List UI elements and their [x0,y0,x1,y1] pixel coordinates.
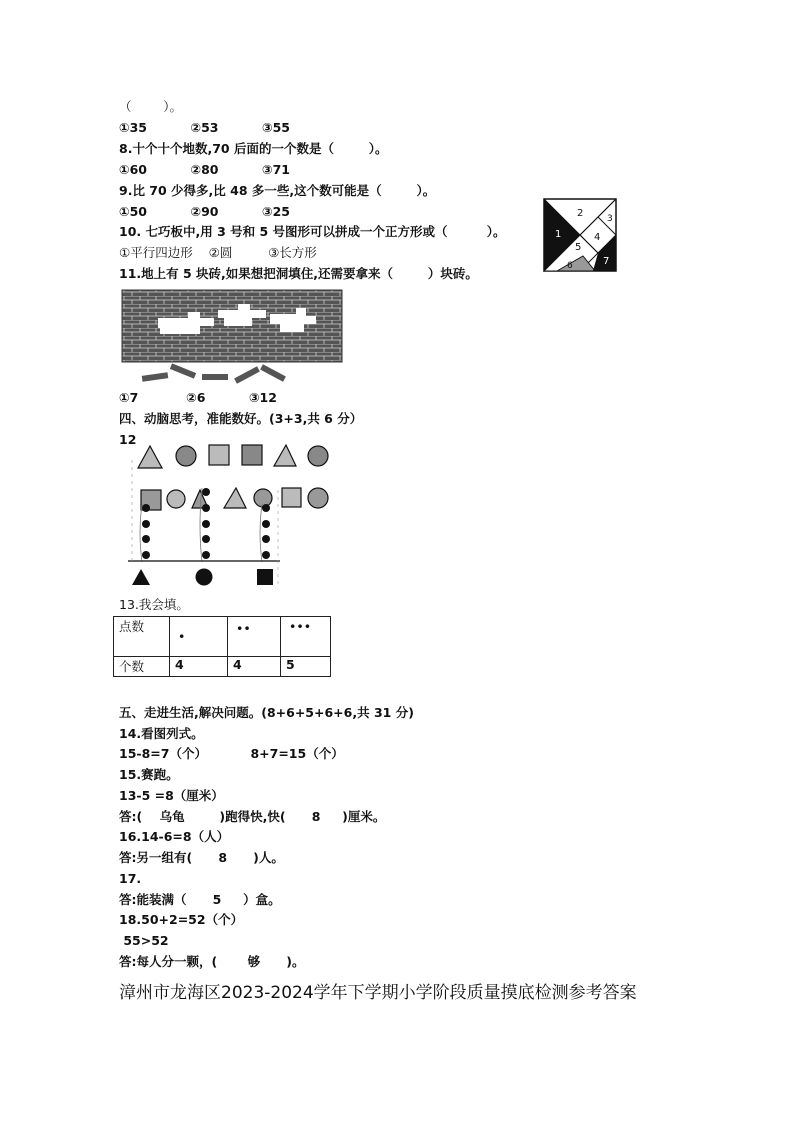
question-9: 9.比 70 少得多,比 48 多一些,这个数可能是（ ）。 [119,183,436,198]
question-10: 10. 七巧板中,用 3 号和 5 号图形可以拼成一个正方形或（ ）。 [119,224,506,239]
q14-answer: 15-8=7（个） 8+7=15（个） [119,746,344,761]
dot-cell-2: •• [228,617,281,657]
table-header-count: 个数 [114,657,170,677]
tangram-label-7: 7 [603,256,610,267]
question-12: 12 [119,432,137,447]
dot-cell-3: ••• [281,617,331,657]
q17-answer: 答:能装满（ 5 ）盒。 [119,892,281,907]
tangram-label-5: 5 [575,242,582,253]
question-8: 8.十个十个地数,70 后面的一个数是（ ）。 [119,141,388,156]
q15-answer: 答:( 乌龟 )跑得快,快( 8 )厘米。 [119,809,386,824]
tangram-figure [543,198,617,272]
tangram-label-1: 1 [555,229,562,240]
question-15: 15.赛跑。 [119,767,179,782]
shape-sorting-figure [124,440,334,590]
q15-equation: 13-5 =8（厘米） [119,788,224,803]
q18-answer: 答:每人分一颗，( 够 )。 [119,954,305,969]
q18-comparison: 55>52 [119,933,169,948]
brick-wall-figure [120,288,345,384]
count-cell-2: 4 [228,657,281,677]
question-16: 16.14-6=8（人） [119,829,230,844]
tangram-label-4: 4 [594,232,601,243]
section-5-heading: 五、走进生活,解决问题。(8+6+5+6+6,共 31 分) [119,705,414,720]
dot-cell-1: • [170,617,228,657]
q16-answer: 答:另一组有( 8 )人。 [119,850,284,865]
question-14: 14.看图列式。 [119,726,204,741]
count-cell-3: 5 [281,657,331,677]
question-18: 18.50+2=52（个） [119,912,244,927]
tangram-label-2: 2 [577,208,584,219]
question-17: 17. [119,871,142,886]
table-header-dots: 点数 [114,617,170,657]
q10-options: ①平行四边形 ②圆 ③长方形 [119,245,317,260]
q8-options: ①60 ②80 ③71 [119,162,290,177]
answer-blank-line: （ ）。 [119,99,183,114]
question-13: 13.我会填。 [119,597,189,612]
answer-key-title: 漳州市龙海区2023-2024学年下学期小学阶段质量摸底检测参考答案 [119,983,637,1003]
q7-options: ①35 ②53 ③55 [119,120,290,135]
q11-options: ①7 ②6 ③12 [119,390,277,405]
question-11: 11.地上有 5 块砖,如果想把洞填住,还需要拿来（ ）块砖。 [119,266,478,281]
q9-options: ①50 ②90 ③25 [119,204,290,219]
section-4-heading: 四、动脑思考，准能数好。(3+3,共 6 分） [119,411,363,426]
tangram-label-3: 3 [607,214,613,224]
dot-count-table [113,616,331,677]
count-cell-1: 4 [170,657,228,677]
tangram-label-6: 6 [567,261,573,271]
